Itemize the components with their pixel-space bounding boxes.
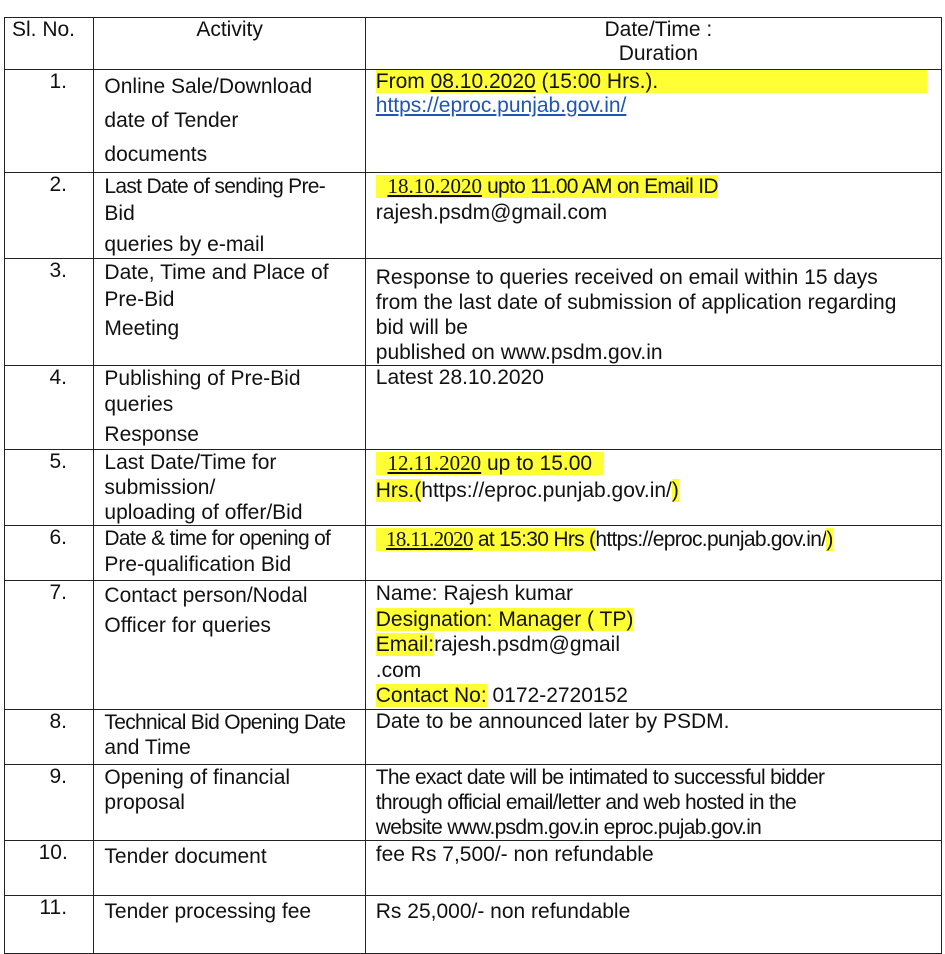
- activity-cell: Tender processing fee: [94, 896, 365, 954]
- row-number: 6.: [5, 526, 94, 581]
- eproc-link-text: https://eproc.punjab.gov.in/: [421, 479, 672, 502]
- detail-cell: 18.11.2020 at 15:30 Hrs (https://eproc.punjab.gov.in/): [365, 526, 941, 581]
- row-number: 10.: [5, 841, 94, 896]
- detail-cell: fee Rs 7,500/- non refundable: [365, 841, 941, 896]
- eproc-link-text: https://eproc.punjab.gov.in/: [595, 528, 827, 551]
- detail-cell: From 08.10.2020 (15:00 Hrs.). https://eproc.punjab.gov.in/: [365, 70, 941, 173]
- detail-cell: Response to queries received on email within 15 days from the last date of submission of application regarding bid will be published on www.psdm.gov.in: [365, 259, 941, 366]
- table-row: [5, 173, 942, 259]
- table-row: [5, 841, 942, 896]
- activity-cell: Contact person/Nodal Officer for queries: [94, 581, 365, 710]
- tender-schedule-table: [4, 17, 942, 954]
- header-row: [5, 18, 942, 70]
- header-sl-no: Sl. No.: [5, 18, 94, 70]
- table-row: [5, 70, 942, 173]
- row-number: 11.: [5, 896, 94, 954]
- detail-cell: Date to be announced later by PSDM.: [365, 710, 941, 765]
- activity-cell: Last Date/Time for submission/ uploading of offer/Bid: [94, 450, 365, 526]
- row-number: 4.: [5, 366, 94, 450]
- contact-email: rajesh.psdm@gmail: [434, 633, 621, 656]
- detail-cell: The exact date will be intimated to successful bidder through official email/letter and web hosted in the website www.psdm.gov.in eproc.pujab.gov.in: [365, 765, 941, 841]
- table-row: [5, 526, 942, 581]
- activity-cell: Date, Time and Place of Pre-Bid Meeting: [94, 259, 365, 366]
- detail-cell: Rs 25,000/- non refundable: [365, 896, 941, 954]
- date-text: 18.10.2020: [387, 174, 482, 198]
- detail-cell: Latest 28.10.2020: [365, 366, 941, 450]
- contact-name: Name: Rajesh kumar: [375, 582, 573, 605]
- table-row: [5, 896, 942, 954]
- table-row: [5, 450, 942, 526]
- row-number: 3.: [5, 259, 94, 366]
- row-number: 8.: [5, 710, 94, 765]
- table-row: [5, 710, 942, 765]
- activity-cell: Publishing of Pre-Bid queries Response: [94, 366, 365, 450]
- table-row: [5, 765, 942, 841]
- eproc-link[interactable]: https://eproc.punjab.gov.in/: [375, 94, 627, 117]
- contact-designation: Designation: Manager ( TP): [375, 607, 634, 631]
- contact-phone: 0172-2720152: [486, 684, 628, 707]
- table-row: [5, 259, 942, 366]
- table-row: [5, 581, 942, 710]
- activity-cell: Technical Bid Opening Date and Time: [94, 710, 365, 765]
- row-number: 2.: [5, 173, 94, 259]
- detail-cell: 18.10.2020 upto 11.00 AM on Email ID rajesh.psdm@gmail.com: [365, 173, 941, 259]
- activity-cell: Online Sale/Download date of Tender documents: [94, 70, 365, 173]
- detail-cell: Name: Rajesh kumar Designation: Manager ( TP) Email:rajesh.psdm@gmail .com Contact No: 0172-2720152: [365, 581, 941, 710]
- activity-cell: Opening of financial proposal: [94, 765, 365, 841]
- activity-cell: Date & time for opening of Pre-qualification Bid: [94, 526, 365, 581]
- header-date-time: Date/Time : Duration: [365, 18, 941, 70]
- row-number: 7.: [5, 581, 94, 710]
- email-text: rajesh.psdm@gmail.com: [375, 201, 608, 224]
- detail-cell: 12.11.2020 up to 15.00 Hrs.(https://eproc.punjab.gov.in/): [365, 450, 941, 526]
- activity-cell: Last Date of sending Pre- Bid queries by e-mail: [94, 173, 365, 259]
- date-text: 12.11.2020: [387, 451, 482, 475]
- activity-cell: Tender document: [94, 841, 365, 896]
- table-row: [5, 366, 942, 450]
- header-activity: Activity: [94, 18, 365, 70]
- date-text: 18.11.2020: [386, 527, 473, 551]
- row-number: 1.: [5, 70, 94, 173]
- row-number: 9.: [5, 765, 94, 841]
- row-number: 5.: [5, 450, 94, 526]
- date-text: 08.10.2020: [430, 70, 536, 93]
